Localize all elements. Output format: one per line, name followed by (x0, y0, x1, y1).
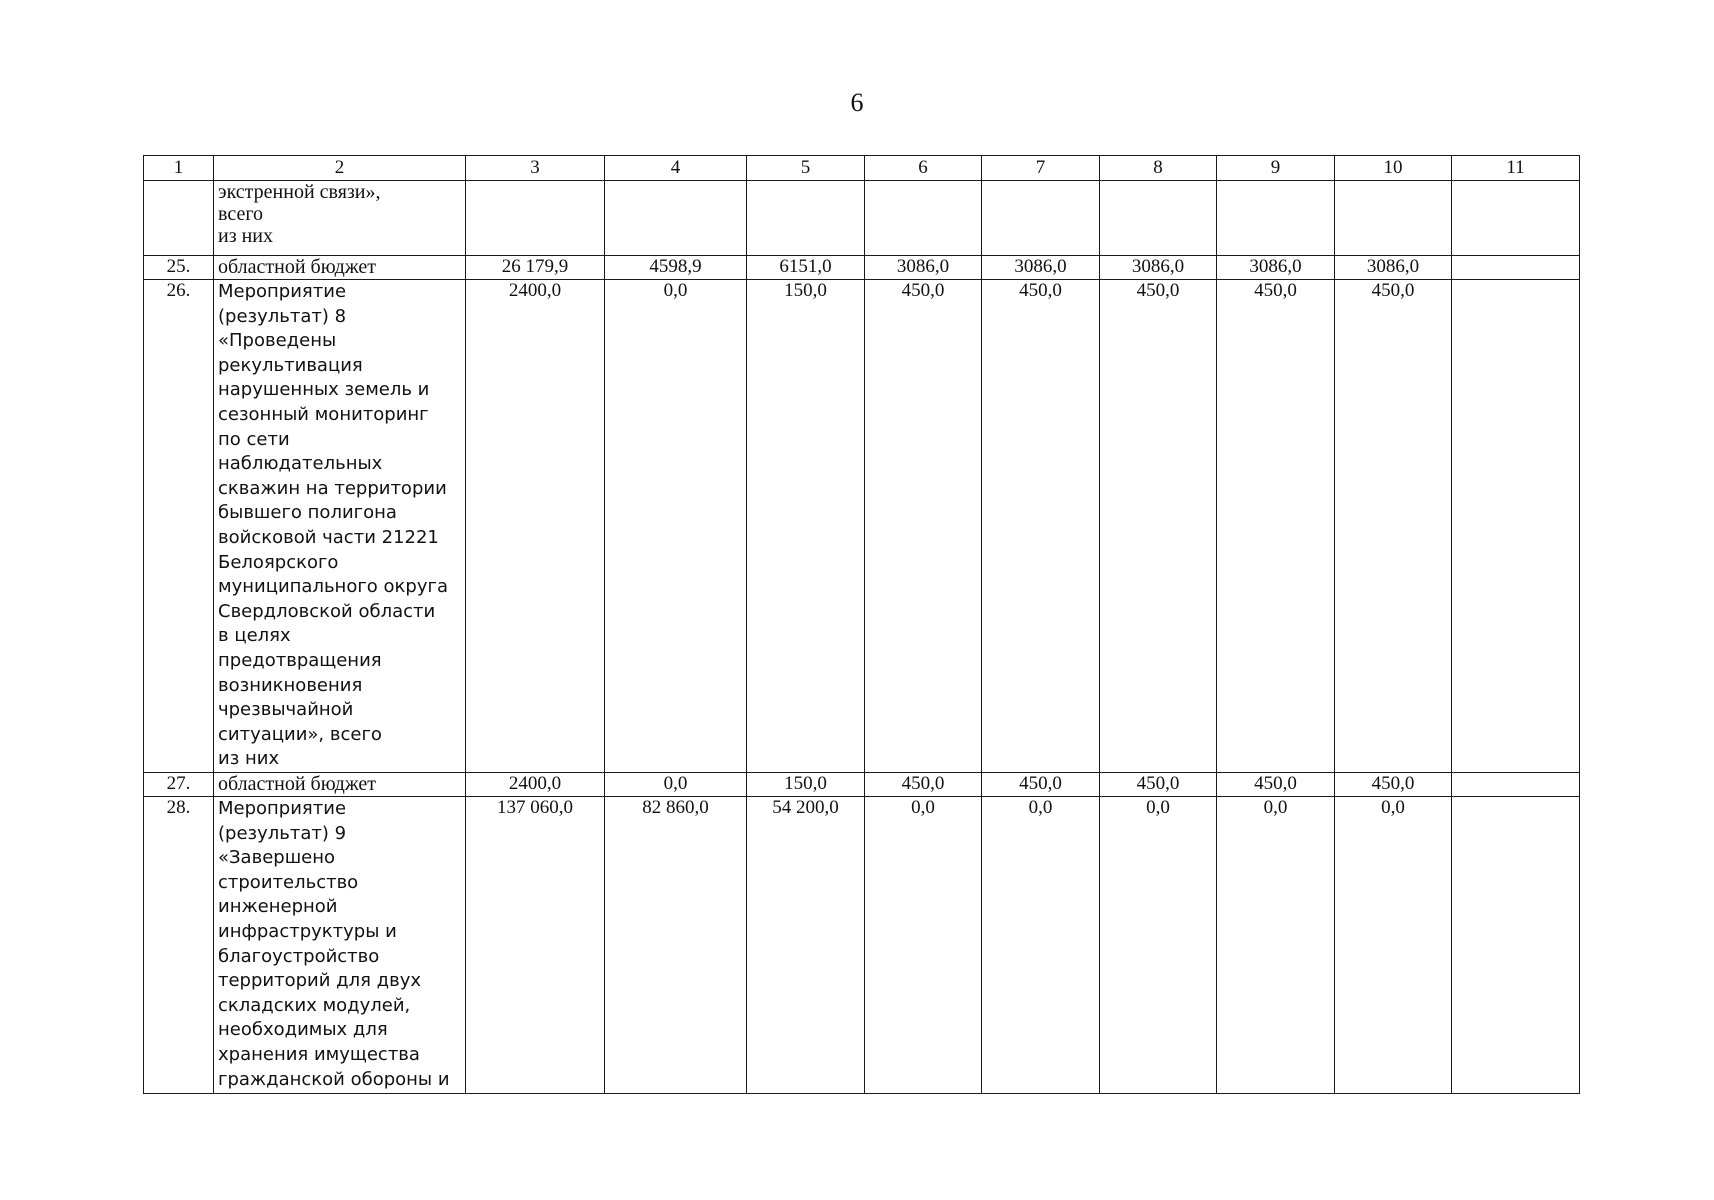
row-value (1452, 181, 1580, 256)
row-value (865, 181, 982, 256)
row-value (1217, 181, 1335, 256)
row-value: 2400,0 (466, 773, 605, 797)
row-value: 450,0 (1100, 280, 1217, 773)
row-value: 450,0 (1217, 773, 1335, 797)
row-value: 0,0 (1100, 797, 1217, 1094)
column-header: 4 (605, 156, 747, 181)
row-value (1100, 181, 1217, 256)
row-value (466, 181, 605, 256)
row-value (605, 181, 747, 256)
row-value (1335, 181, 1452, 256)
row-number: 27. (144, 773, 214, 797)
row-value: 150,0 (747, 280, 865, 773)
table-row (144, 256, 1580, 280)
table-row (144, 280, 1580, 773)
row-description: экстренной связи», всего из них (214, 181, 466, 256)
row-value (747, 181, 865, 256)
table-row (144, 181, 1580, 256)
column-header: 2 (214, 156, 466, 181)
row-description: областной бюджет (214, 256, 466, 280)
page-number: 6 (850, 88, 864, 117)
row-value: 0,0 (605, 280, 747, 773)
row-value: 450,0 (1335, 773, 1452, 797)
row-value (1452, 280, 1580, 773)
row-value: 150,0 (747, 773, 865, 797)
row-value: 450,0 (865, 773, 982, 797)
row-value: 0,0 (1335, 797, 1452, 1094)
row-value: 82 860,0 (605, 797, 747, 1094)
column-header: 3 (466, 156, 605, 181)
column-header: 10 (1335, 156, 1452, 181)
column-header: 8 (1100, 156, 1217, 181)
row-value (1452, 256, 1580, 280)
row-value: 6151,0 (747, 256, 865, 280)
row-number (144, 181, 214, 256)
row-value: 4598,9 (605, 256, 747, 280)
row-value: 0,0 (605, 773, 747, 797)
row-number: 25. (144, 256, 214, 280)
row-value: 3086,0 (1335, 256, 1452, 280)
row-value: 26 179,9 (466, 256, 605, 280)
row-value: 450,0 (982, 773, 1100, 797)
row-value: 0,0 (865, 797, 982, 1094)
row-description: Мероприятие (результат) 8 «Проведены рекультивация нарушенных земель и сезонный мониторинг по сети наблюдательных скважин на территории бывшего полигона войсковой части 21221 Белоярского муниципального округа Свердловской области в целях предотвращения возникновения чрезвычайной ситуации», всего из них (214, 280, 466, 773)
row-value: 3086,0 (1100, 256, 1217, 280)
row-number: 26. (144, 280, 214, 773)
row-value (982, 181, 1100, 256)
row-value: 0,0 (982, 797, 1100, 1094)
row-value: 54 200,0 (747, 797, 865, 1094)
row-description: областной бюджет (214, 773, 466, 797)
column-header: 9 (1217, 156, 1335, 181)
column-header: 5 (747, 156, 865, 181)
row-value (1452, 797, 1580, 1094)
row-number: 28. (144, 797, 214, 1094)
row-value: 450,0 (982, 280, 1100, 773)
column-header: 11 (1452, 156, 1580, 181)
column-header: 7 (982, 156, 1100, 181)
table-row (144, 773, 1580, 797)
row-value: 137 060,0 (466, 797, 605, 1094)
row-value: 3086,0 (1217, 256, 1335, 280)
row-value: 450,0 (1335, 280, 1452, 773)
row-value: 3086,0 (865, 256, 982, 280)
table-header-row (144, 156, 1580, 181)
row-value: 2400,0 (466, 280, 605, 773)
budget-table (143, 155, 1580, 1094)
column-header: 6 (865, 156, 982, 181)
row-value (1452, 773, 1580, 797)
row-description: Мероприятие (результат) 9 «Завершено строительство инженерной инфраструктуры и благоустройство территорий для двух складских модулей, необходимых для хранения имущества гражданской обороны и (214, 797, 466, 1094)
row-value: 450,0 (1100, 773, 1217, 797)
row-value: 0,0 (1217, 797, 1335, 1094)
row-value: 450,0 (865, 280, 982, 773)
row-value: 3086,0 (982, 256, 1100, 280)
row-value: 450,0 (1217, 280, 1335, 773)
table-row (144, 797, 1580, 1094)
column-header: 1 (144, 156, 214, 181)
